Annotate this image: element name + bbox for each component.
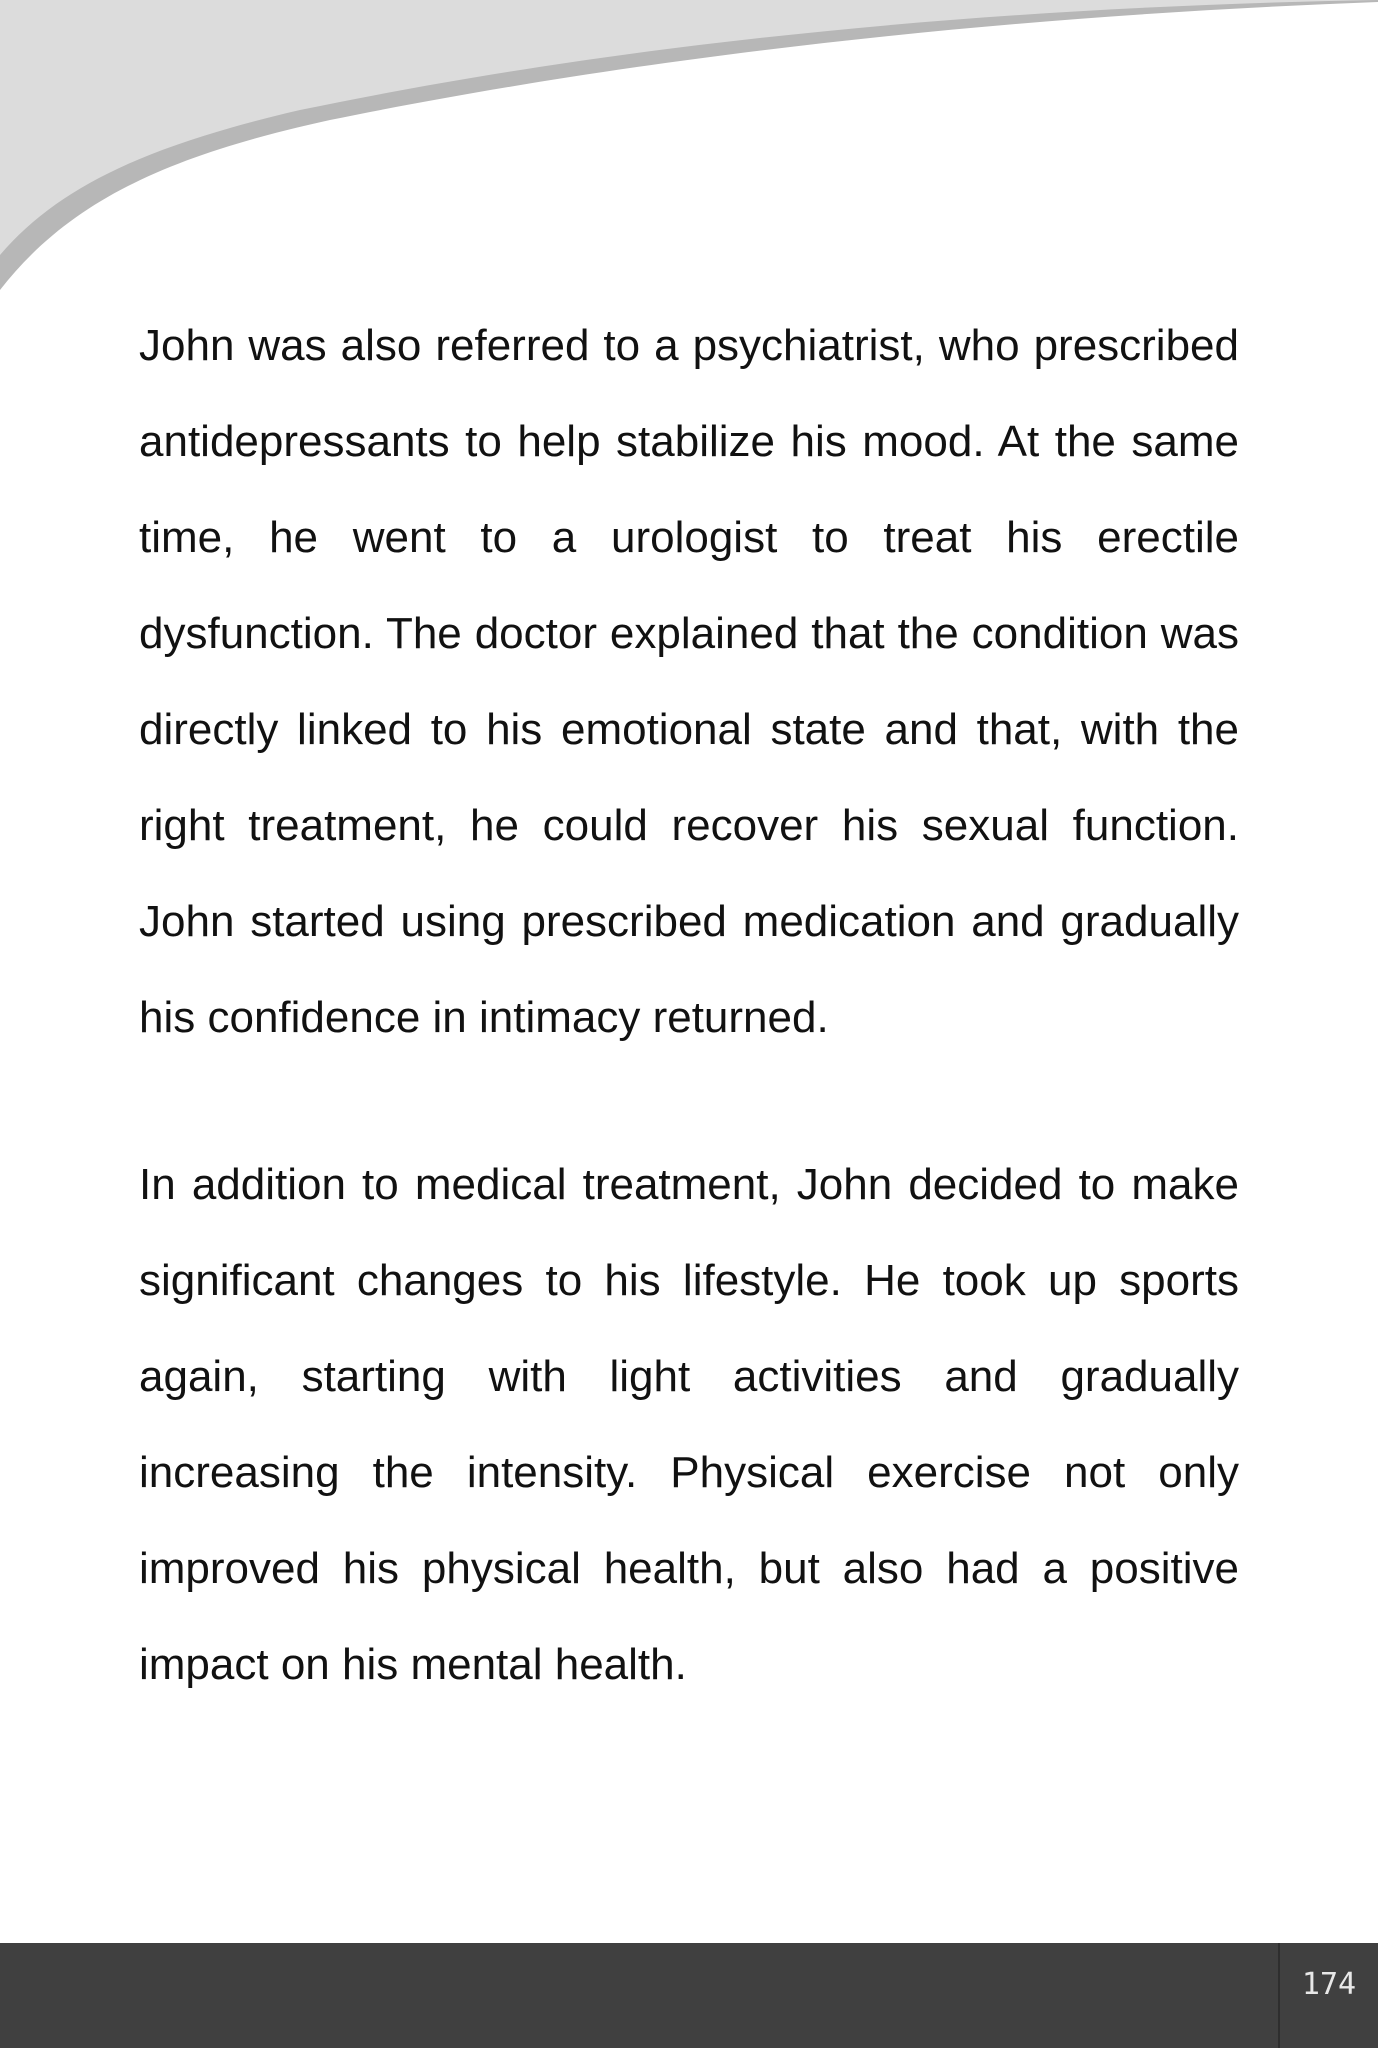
page-number-box [1278,1943,1378,2048]
paragraph-lifestyle-changes: In addition to medical treatment, John decided to make significant changes to his lifestyle. He took up sports again, starting with light activities and gradually increasing the intensity. Physical exercise not only improved his physical health, but also had a positive impact on his mental health. [139,1160,1239,1689]
page-body [139,298,1239,1713]
footer-bar [0,1943,1378,2048]
paragraph-medical-treatment: John was also referred to a psychiatrist, who prescribed antidepressants to help stabilize his mood. At the same time, he went to a urologist to treat his erectile dysfunction. The doctor explained that the condition was directly linked to his emotional state and that, with the right treatment, he could recover his sexual function. John started using prescribed medication and gradually his confidence in intimacy returned. [139,321,1239,1042]
page-number: 174 [1301,1967,1357,2002]
swoosh-light-fill [0,0,1378,255]
header-swoosh-decoration [0,0,1378,300]
